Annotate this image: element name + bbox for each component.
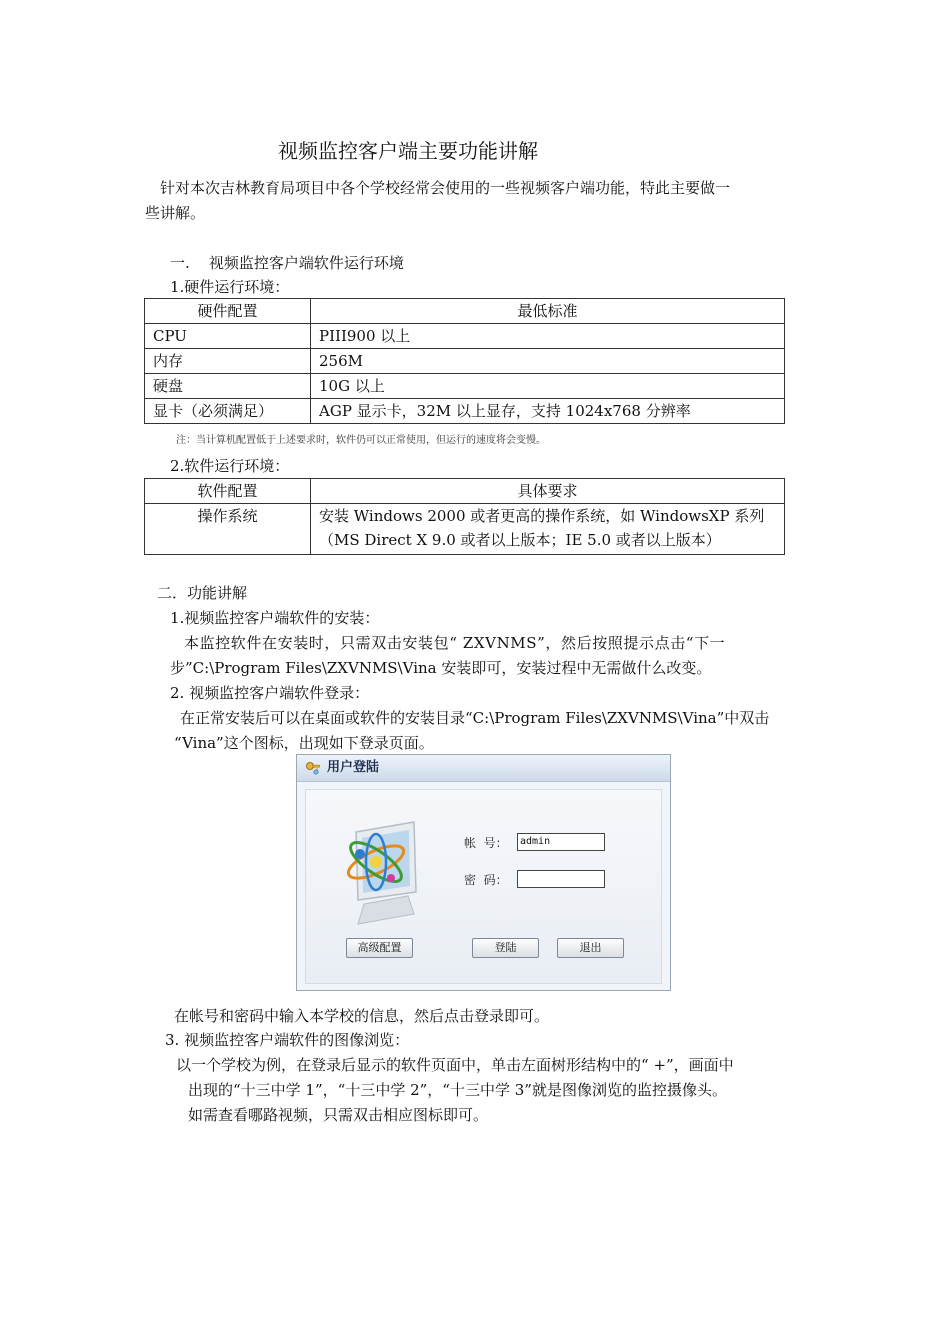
table-row — [145, 299, 785, 324]
hardware-heading: 1.硬件运行环境： — [170, 278, 290, 296]
table-cell: 显卡（必须满足） — [145, 399, 311, 424]
login-dialog-title: 用户登陆 — [327, 760, 380, 775]
table-cell: AGP 显示卡，32M 以上显存，支持 1024x768 分辨率 — [311, 399, 785, 424]
after-login-text: 在帐号和密码中输入本学校的信息，然后点击登录即可。 — [174, 1007, 550, 1025]
table-cell: PIII900 以上 — [311, 324, 785, 349]
key-icon — [305, 760, 321, 776]
table-row — [145, 349, 785, 374]
browse-line-1: 以一个学校为例，在登录后显示的软件页面中，单击左面树形结构中的“ +”，画面中 — [176, 1056, 734, 1074]
table-cell: 10G 以上 — [311, 374, 785, 399]
table-row — [145, 374, 785, 399]
login-button[interactable]: 登陆 — [472, 938, 539, 958]
install-line-1: 本监控软件在安装时，只需双击安装包“ ZXVNMS”，然后按照提示点击“下一 — [184, 634, 726, 652]
table-row — [145, 504, 785, 555]
exit-button[interactable]: 退出 — [557, 938, 624, 958]
table-row — [145, 399, 785, 424]
browse-line-3: 如需查看哪路视频，只需双击相应图标即可。 — [188, 1106, 489, 1124]
table-header-cell: 具体要求 — [311, 479, 785, 504]
hardware-note: 注：当计算机配置低于上述要求时，软件仍可以正常使用，但运行的速度将会变慢。 — [176, 435, 546, 446]
document-title: 视频监控客户端主要功能讲解 — [278, 139, 538, 163]
table-cell: 操作系统 — [145, 504, 311, 555]
browse-heading: 3. 视频监控客户端软件的图像浏览： — [165, 1031, 410, 1049]
table-cell: 256M — [311, 349, 785, 374]
account-input[interactable]: admin — [517, 833, 605, 851]
login-heading: 2. 视频监控客户端软件登录： — [170, 684, 370, 702]
browse-line-2: 出现的“十三中学 1”，“十三中学 2”，“十三中学 3”就是图像浏览的监控摄像头。 — [188, 1081, 727, 1099]
login-line-2: “Vina”这个图标，出现如下登录页面。 — [174, 734, 434, 752]
software-heading: 2.软件运行环境： — [170, 457, 290, 475]
monitor-logo-icon — [336, 820, 426, 930]
table-cell: CPU — [145, 324, 311, 349]
account-label: 帐 号： — [464, 836, 508, 850]
password-input[interactable] — [517, 870, 605, 888]
os-requirement-line-2: （MS Direct X 9.0 或者以上版本；IE 5.0 或者以上版本） — [319, 531, 721, 549]
table-row — [145, 479, 785, 504]
intro-line-2: 些讲解。 — [145, 204, 206, 222]
hardware-table — [144, 298, 785, 424]
table-cell: 内存 — [145, 349, 311, 374]
software-table — [144, 478, 785, 555]
table-header-cell: 硬件配置 — [145, 299, 311, 324]
table-row — [145, 324, 785, 349]
login-dialog — [296, 754, 671, 991]
login-panel — [305, 789, 662, 984]
intro-line-1: 针对本次吉林教育局项目中各个学校经常会使用的一些视频客户端功能，特此主要做一 — [160, 179, 731, 197]
login-dialog-titlebar — [297, 755, 670, 782]
section-1-heading: 一. 视频监控客户端软件运行环境 — [170, 254, 404, 272]
table-header-cell: 软件配置 — [145, 479, 311, 504]
password-label: 密 码： — [464, 873, 508, 887]
login-line-1: 在正常安装后可以在桌面或软件的安装目录“C:\Program Files\ZXVNMS\Vina”中双击 — [180, 709, 770, 727]
section-2-heading: 二．功能讲解 — [157, 584, 248, 602]
os-requirement-line-1: 安装 Windows 2000 或者更高的操作系统，如 WindowsXP 系列 — [319, 507, 765, 525]
advanced-config-button[interactable]: 高级配置 — [346, 938, 413, 958]
install-line-2: 步”C:\Program Files\ZXVNMS\Vina 安装即可，安装过程中无需做什么改变。 — [170, 659, 712, 677]
table-cell: 硬盘 — [145, 374, 311, 399]
table-cell — [311, 504, 785, 555]
table-header-cell: 最低标准 — [311, 299, 785, 324]
install-heading: 1.视频监控客户端软件的安装： — [170, 609, 380, 627]
